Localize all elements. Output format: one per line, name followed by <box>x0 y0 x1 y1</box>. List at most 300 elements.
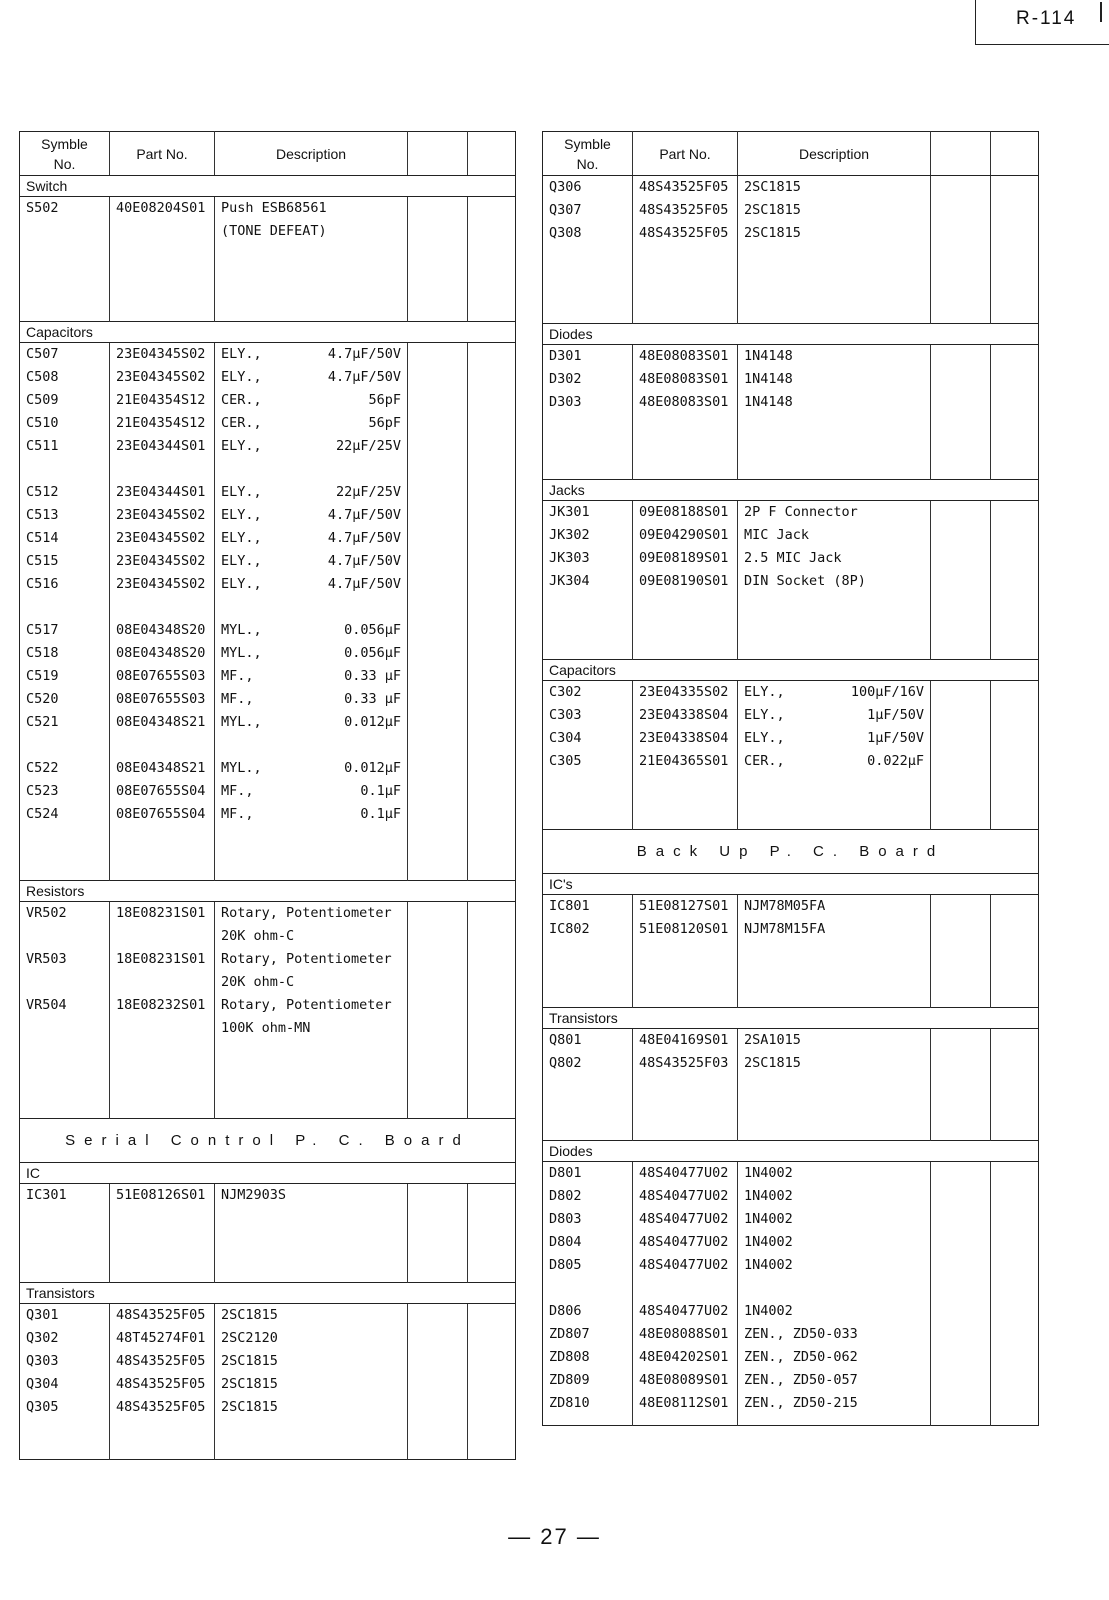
table-row <box>543 570 1039 593</box>
description-value: 0.1μF <box>360 782 401 799</box>
symbol-cell: D804 <box>543 1231 633 1254</box>
blank-cell <box>468 925 516 948</box>
description-text: 1N4148 <box>744 347 793 364</box>
description-text: 20K ohm-C <box>221 974 295 990</box>
description-text: MIC Jack <box>744 527 810 543</box>
table-row <box>20 412 516 435</box>
description-text: (TONE DEFEAT) <box>221 223 327 239</box>
blank-cell <box>110 1040 215 1118</box>
blank-cell <box>468 734 516 757</box>
blank-cell <box>931 1185 991 1208</box>
left-parts-table <box>19 131 516 1460</box>
blank-cell <box>468 1419 516 1459</box>
blank-cell <box>408 994 468 1017</box>
symbol-cell: VR503 <box>20 948 110 971</box>
blank-cell <box>408 1327 468 1350</box>
blank-cell <box>110 1419 215 1459</box>
symbol-cell: Q304 <box>20 1373 110 1396</box>
symbol-cell: S502 <box>20 197 110 221</box>
blank-cell <box>931 750 991 773</box>
section-title-row <box>20 321 516 342</box>
blank-cell <box>408 550 468 573</box>
table-row <box>543 680 1039 704</box>
part-no-cell: 08E07655S03 <box>110 665 215 688</box>
blank-cell <box>543 1277 633 1300</box>
blank-cell <box>991 727 1039 750</box>
description-text: MF., <box>221 667 254 684</box>
blank-cell <box>20 1419 110 1459</box>
blank-cell <box>931 1162 991 1186</box>
blank-cell <box>991 1075 1039 1141</box>
blank-cell <box>408 481 468 504</box>
blank-cell <box>468 573 516 596</box>
blank-cell <box>468 948 516 971</box>
table-row <box>543 1162 1039 1186</box>
blank-header <box>931 132 991 176</box>
symbol-header <box>20 132 110 176</box>
part-no-cell: 48E08089S01 <box>633 1369 738 1392</box>
part-no-cell: 48S40477U02 <box>633 1300 738 1323</box>
blank-cell <box>468 596 516 619</box>
section-title-row <box>543 1141 1039 1162</box>
blank-cell <box>931 918 991 941</box>
section-title: Diodes <box>543 323 1039 344</box>
blank-cell <box>408 412 468 435</box>
description-text: CER., <box>221 414 262 431</box>
blank-cell <box>738 941 931 1007</box>
table-row <box>20 220 516 243</box>
table-row <box>543 1346 1039 1369</box>
blank-cell <box>991 1346 1039 1369</box>
description-cell <box>738 1346 931 1369</box>
blank-cell <box>20 1040 110 1118</box>
spacer-row <box>20 458 516 481</box>
description-cell <box>215 1327 408 1350</box>
description-text: 1N4148 <box>744 393 793 410</box>
blank-cell <box>468 1183 516 1207</box>
part-no-cell: 23E04344S01 <box>110 481 215 504</box>
description-cell <box>738 344 931 368</box>
blank-cell <box>408 688 468 711</box>
description-text: MYL., <box>221 644 262 661</box>
blank-cell <box>991 704 1039 727</box>
blank-cell <box>408 665 468 688</box>
blank-cell <box>468 342 516 366</box>
blank-cell <box>931 727 991 750</box>
description-cell <box>215 619 408 642</box>
table-row <box>20 504 516 527</box>
blank-cell <box>110 458 215 481</box>
part-no-cell: 48S43525F03 <box>633 1052 738 1075</box>
description-text: MF., <box>221 690 254 707</box>
blank-cell <box>633 941 738 1007</box>
symbol-header-line1: Symble <box>564 135 611 152</box>
description-value: 56pF <box>368 414 401 431</box>
description-value: 0.056μF <box>344 621 401 638</box>
part-no-cell: 23E04345S02 <box>110 342 215 366</box>
blank-cell <box>991 344 1039 368</box>
description-cell <box>738 1162 931 1186</box>
symbol-cell: D802 <box>543 1185 633 1208</box>
blank-cell <box>991 1392 1039 1415</box>
symbol-cell: JK301 <box>543 501 633 525</box>
description-cell <box>738 727 931 750</box>
symbol-cell: C305 <box>543 750 633 773</box>
part-no-cell: 48S43525F05 <box>633 199 738 222</box>
blank-cell <box>215 1419 408 1459</box>
blank-cell <box>931 391 991 414</box>
section-title-row <box>543 1007 1039 1028</box>
description-text: 1N4002 <box>744 1303 793 1319</box>
blank-cell <box>468 757 516 780</box>
symbol-cell: C509 <box>20 389 110 412</box>
spacer-row <box>20 1040 516 1118</box>
blank-cell <box>468 1373 516 1396</box>
board-heading-row <box>20 1118 516 1162</box>
blank-cell <box>931 176 991 200</box>
description-cell <box>215 971 408 994</box>
description-cell <box>738 501 931 525</box>
part-no-cell: 23E04338S04 <box>633 727 738 750</box>
blank-cell <box>991 1369 1039 1392</box>
section-title: IC's <box>543 874 1039 895</box>
blank-cell <box>931 1052 991 1075</box>
symbol-cell: VR504 <box>20 994 110 1017</box>
blank-cell <box>468 197 516 221</box>
symbol-cell <box>20 971 110 994</box>
description-cell <box>215 688 408 711</box>
blank-cell <box>468 481 516 504</box>
description-cell <box>215 1183 408 1207</box>
blank-cell <box>20 826 110 881</box>
spacer-row <box>543 593 1039 659</box>
description-text: ELY., <box>744 729 785 746</box>
blank-cell <box>468 389 516 412</box>
symbol-cell: D806 <box>543 1300 633 1323</box>
blank-cell <box>991 1028 1039 1052</box>
part-no-cell: 48E04202S01 <box>633 1346 738 1369</box>
blank-cell <box>408 366 468 389</box>
part-no-cell: 08E04348S21 <box>110 711 215 734</box>
description-value: 4.7μF/50V <box>327 529 401 546</box>
spacer-row <box>20 596 516 619</box>
blank-cell <box>408 435 468 458</box>
description-value: 4.7μF/50V <box>327 345 401 362</box>
part-no-cell <box>110 220 215 243</box>
description-text: 2SC1815 <box>221 1376 278 1392</box>
blank-cell <box>408 757 468 780</box>
description-cell <box>215 435 408 458</box>
blank-cell <box>468 971 516 994</box>
table-row <box>20 1350 516 1373</box>
description-text: MYL., <box>221 621 262 638</box>
description-cell <box>215 573 408 596</box>
blank-cell <box>633 773 738 830</box>
table-row <box>20 197 516 221</box>
description-cell <box>215 197 408 221</box>
spacer-row <box>20 1419 516 1459</box>
part-no-cell: 23E04344S01 <box>110 435 215 458</box>
description-cell <box>215 412 408 435</box>
blank-cell <box>738 1075 931 1141</box>
blank-cell <box>991 1323 1039 1346</box>
table-row <box>20 619 516 642</box>
part-no-cell: 48S43525F05 <box>633 176 738 200</box>
description-cell <box>738 704 931 727</box>
description-cell <box>738 1052 931 1075</box>
description-text: 2SC1815 <box>744 179 801 195</box>
symbol-cell: C302 <box>543 680 633 704</box>
table-row <box>543 524 1039 547</box>
symbol-cell: C524 <box>20 803 110 826</box>
blank-cell <box>408 527 468 550</box>
blank-cell <box>215 596 408 619</box>
blank-cell <box>991 895 1039 919</box>
blank-cell <box>931 680 991 704</box>
table-row <box>20 1304 516 1328</box>
blank-cell <box>468 1327 516 1350</box>
blank-cell <box>991 941 1039 1007</box>
symbol-cell: C518 <box>20 642 110 665</box>
symbol-cell: Q302 <box>20 1327 110 1350</box>
description-cell <box>215 1396 408 1419</box>
description-text: Push ESB68561 <box>221 200 327 216</box>
blank-cell <box>408 1350 468 1373</box>
blank-cell <box>931 1028 991 1052</box>
description-text: ELY., <box>744 706 785 723</box>
description-cell <box>738 547 931 570</box>
blank-cell <box>931 1300 991 1323</box>
blank-cell <box>468 1396 516 1419</box>
blank-cell <box>633 245 738 323</box>
blank-cell <box>931 570 991 593</box>
blank-cell <box>991 199 1039 222</box>
blank-cell <box>468 458 516 481</box>
part-no-header: Part No. <box>110 132 215 176</box>
description-value: 22μF/25V <box>335 437 401 454</box>
symbol-cell: C519 <box>20 665 110 688</box>
blank-cell <box>991 918 1039 941</box>
blank-cell <box>408 711 468 734</box>
blank-cell <box>931 199 991 222</box>
blank-cell <box>633 1415 738 1425</box>
part-no-cell: 48S40477U02 <box>633 1208 738 1231</box>
table-row <box>20 780 516 803</box>
blank-cell <box>408 389 468 412</box>
blank-cell <box>110 596 215 619</box>
description-cell <box>738 750 931 773</box>
description-text: DIN Socket (8P) <box>744 573 866 589</box>
description-cell <box>215 925 408 948</box>
symbol-cell: Q308 <box>543 222 633 245</box>
table-row <box>20 573 516 596</box>
description-value: 4.7μF/50V <box>327 506 401 523</box>
spacer-row <box>543 414 1039 480</box>
blank-cell <box>991 176 1039 200</box>
table-row <box>543 918 1039 941</box>
description-text: ELY., <box>221 368 262 385</box>
table-row <box>20 1327 516 1350</box>
blank-cell <box>991 593 1039 659</box>
description-text: MF., <box>221 805 254 822</box>
description-cell <box>215 803 408 826</box>
table-row <box>20 665 516 688</box>
table-row <box>543 750 1039 773</box>
blank-cell <box>110 1207 215 1283</box>
blank-cell <box>215 243 408 321</box>
symbol-cell: Q301 <box>20 1304 110 1328</box>
blank-header <box>408 132 468 176</box>
part-no-cell: 23E04345S02 <box>110 550 215 573</box>
description-text: 2SC1815 <box>221 1399 278 1415</box>
symbol-cell: Q801 <box>543 1028 633 1052</box>
spacer-row <box>20 1207 516 1283</box>
table-row <box>543 1369 1039 1392</box>
symbol-cell: IC301 <box>20 1183 110 1207</box>
blank-cell <box>468 243 516 321</box>
symbol-cell: ZD810 <box>543 1392 633 1415</box>
part-no-cell: 48S40477U02 <box>633 1185 738 1208</box>
symbol-cell: C515 <box>20 550 110 573</box>
part-no-cell: 48S43525F05 <box>633 222 738 245</box>
blank-cell <box>543 941 633 1007</box>
blank-cell <box>468 1350 516 1373</box>
description-header: Description <box>215 132 408 176</box>
symbol-cell: C520 <box>20 688 110 711</box>
blank-cell <box>543 414 633 480</box>
description-cell <box>215 711 408 734</box>
description-text: Rotary, Potentiometer <box>221 951 392 967</box>
table-row <box>20 389 516 412</box>
description-cell <box>215 527 408 550</box>
description-cell <box>215 504 408 527</box>
part-no-cell: 51E08126S01 <box>110 1183 215 1207</box>
description-text: ELY., <box>221 483 262 500</box>
blank-cell <box>215 458 408 481</box>
description-text: ELY., <box>744 683 785 700</box>
blank-cell <box>20 1207 110 1283</box>
table-row <box>20 994 516 1017</box>
spacer-row <box>20 826 516 881</box>
part-no-cell: 48S43525F05 <box>110 1373 215 1396</box>
table-row <box>543 895 1039 919</box>
blank-cell <box>633 414 738 480</box>
description-text: 2SC2120 <box>221 1330 278 1346</box>
table-row <box>20 1373 516 1396</box>
section-title-row <box>20 176 516 197</box>
blank-cell <box>408 342 468 366</box>
description-text: 2SC1815 <box>221 1307 278 1323</box>
blank-cell <box>468 688 516 711</box>
description-cell <box>215 902 408 926</box>
table-row <box>543 1323 1039 1346</box>
description-text: MF., <box>221 782 254 799</box>
blank-cell <box>468 435 516 458</box>
symbol-cell: IC802 <box>543 918 633 941</box>
part-no-cell: 08E04348S20 <box>110 642 215 665</box>
symbol-cell: Q306 <box>543 176 633 200</box>
description-cell <box>738 1231 931 1254</box>
description-text: NJM2903S <box>221 1186 287 1203</box>
section-title-row <box>543 659 1039 680</box>
symbol-cell: ZD809 <box>543 1369 633 1392</box>
page-number: — 27 — <box>508 1524 601 1549</box>
blank-cell <box>931 368 991 391</box>
blank-cell <box>931 895 991 919</box>
part-no-cell: 51E08127S01 <box>633 895 738 919</box>
description-cell <box>215 481 408 504</box>
spacer-row <box>543 773 1039 830</box>
section-title: Transistors <box>20 1283 516 1304</box>
description-value: 4.7μF/50V <box>327 575 401 592</box>
description-cell <box>215 220 408 243</box>
blank-cell <box>408 1017 468 1040</box>
part-no-cell: 48E08083S01 <box>633 391 738 414</box>
blank-cell <box>408 1183 468 1207</box>
part-no-cell: 48E08112S01 <box>633 1392 738 1415</box>
blank-cell <box>738 414 931 480</box>
table-row <box>20 1396 516 1419</box>
section-title: Capacitors <box>20 321 516 342</box>
blank-cell <box>738 773 931 830</box>
description-text: 2SC1815 <box>744 225 801 241</box>
blank-cell <box>931 1346 991 1369</box>
description-value: 22μF/25V <box>335 483 401 500</box>
blank-cell <box>991 222 1039 245</box>
blank-cell <box>408 1373 468 1396</box>
description-text: 1N4002 <box>744 1257 793 1273</box>
symbol-cell: C512 <box>20 481 110 504</box>
blank-cell <box>931 773 991 830</box>
blank-cell <box>991 1185 1039 1208</box>
table-header-row <box>20 132 516 176</box>
part-no-cell: 48E08088S01 <box>633 1323 738 1346</box>
description-text: NJM78M15FA <box>744 921 826 937</box>
description-value: 0.33 μF <box>344 667 401 684</box>
blank-cell <box>468 366 516 389</box>
description-value: 4.7μF/50V <box>327 552 401 569</box>
part-no-cell: 40E08204S01 <box>110 197 215 221</box>
description-value: 56pF <box>368 391 401 408</box>
blank-cell <box>931 593 991 659</box>
blank-cell <box>408 826 468 881</box>
table-row <box>20 435 516 458</box>
page-corner-mark <box>1100 2 1102 22</box>
blank-cell <box>408 458 468 481</box>
description-cell <box>215 642 408 665</box>
description-cell <box>215 1304 408 1328</box>
description-text: CER., <box>221 391 262 408</box>
blank-cell <box>931 1369 991 1392</box>
spacer-row <box>543 1415 1039 1425</box>
blank-cell <box>408 619 468 642</box>
description-cell <box>215 342 408 366</box>
symbol-cell: C303 <box>543 704 633 727</box>
blank-cell <box>20 734 110 757</box>
blank-cell <box>931 524 991 547</box>
description-value: 0.1μF <box>360 805 401 822</box>
blank-cell <box>991 1052 1039 1075</box>
description-value: 4.7μF/50V <box>327 368 401 385</box>
symbol-cell <box>20 925 110 948</box>
section-title: Capacitors <box>543 659 1039 680</box>
table-row <box>20 925 516 948</box>
table-row <box>543 1231 1039 1254</box>
description-cell <box>215 1017 408 1040</box>
description-cell <box>215 757 408 780</box>
description-text: 2SC1815 <box>221 1353 278 1369</box>
table-row <box>20 971 516 994</box>
